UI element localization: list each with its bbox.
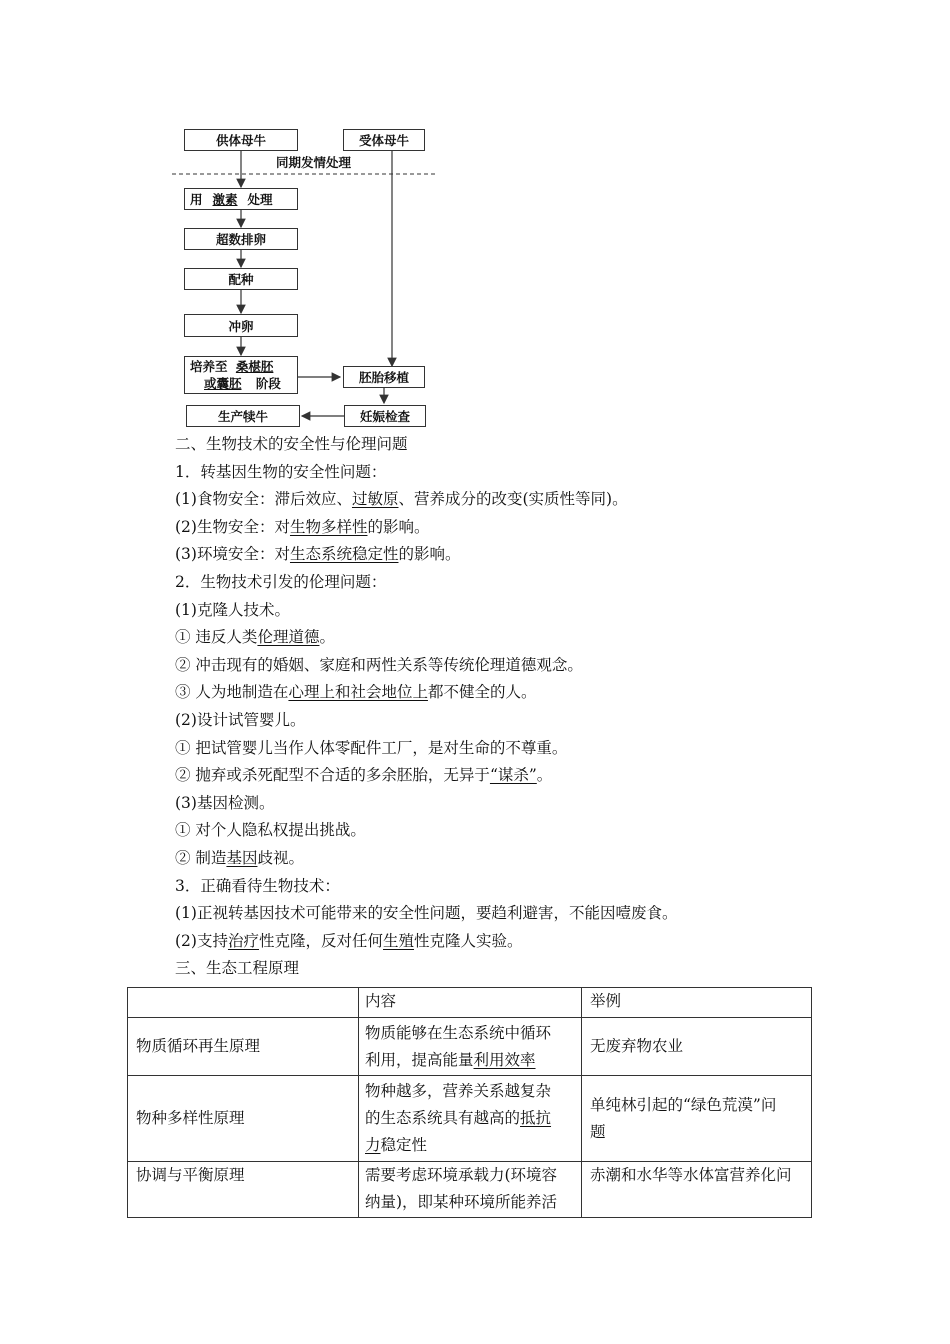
content-line: 纳量)，即某种环境所能养活 <box>365 1193 558 1211</box>
culture-line-2 <box>190 375 281 392</box>
superovulation-box <box>184 228 298 250</box>
hormone-box <box>184 188 298 210</box>
ivf-line-1: ① 把试管婴儿当作人体零配件工厂，是对生命的不尊重。 <box>175 739 568 757</box>
text: ③ 人为地制造在 <box>175 683 289 701</box>
culture-box <box>184 356 298 394</box>
item-2-heading: 2．生物技术引发的伦理问题： <box>175 573 387 591</box>
flowchart-connectors <box>0 0 950 440</box>
underlined-answer: 伦理道德 <box>257 628 320 646</box>
culture-prefix: 培养至 <box>190 359 228 374</box>
pregnancy-check-box <box>344 405 426 427</box>
table-row <box>128 1076 812 1162</box>
text: (1)食物安全：滞后效应、 <box>175 490 352 508</box>
underlined-answer: 生物多样性 <box>289 518 368 536</box>
text: 。 <box>536 766 553 784</box>
culture-blank-1: 桑椹胚 <box>235 359 274 374</box>
hormone-prefix: 用 <box>190 192 203 207</box>
text: 的生态系统具有越高的 <box>365 1109 521 1127</box>
cloning-line: (1)克隆人技术。 <box>175 601 290 619</box>
discrimination-line <box>175 846 304 868</box>
content-line: 需要考虑环境承载力(环境容 <box>365 1166 558 1184</box>
example-line: 题 <box>590 1122 606 1141</box>
underlined-answer: 心理上和社会地位上 <box>288 683 428 701</box>
food-safety-line <box>175 487 628 509</box>
underlined-answer: 抵抗 <box>520 1109 552 1127</box>
item-1-heading: 1．转基因生物的安全性问题： <box>175 463 387 481</box>
text: ② 抛弃或杀死配型不合适的多余胚胎，无异于 <box>175 766 490 784</box>
table-row <box>128 1018 812 1076</box>
underlined-answer: 过敏原 <box>351 490 399 508</box>
example-line: 单纯林引起的“绿色荒漠”问 <box>590 1095 777 1114</box>
text: 性克隆人实验。 <box>414 932 523 950</box>
content-line <box>365 1132 575 1159</box>
text: 歧视。 <box>257 849 304 867</box>
text: (3)环境安全：对 <box>175 545 290 563</box>
text: 的影响。 <box>398 545 461 563</box>
principle-example <box>582 1076 812 1162</box>
content-line <box>365 1047 575 1074</box>
hormone-suffix: 处理 <box>247 192 273 207</box>
text: 稳定性 <box>380 1136 428 1154</box>
underlined-answer: 治疗 <box>227 932 259 950</box>
env-safety-line <box>175 542 461 564</box>
header-cell-content: 内容 <box>359 988 582 1018</box>
culture-blank-2: 或囊胚 <box>204 376 242 391</box>
text: 都不健全的人。 <box>427 683 537 701</box>
calf-birth-label: 生产犊牛 <box>217 409 268 424</box>
principle-name: 协调与平衡原理 <box>128 1162 359 1218</box>
recipient-cow-box <box>343 129 425 151</box>
bio-safety-line <box>175 515 430 537</box>
pregnancy-check-label: 妊娠检查 <box>359 409 410 424</box>
underlined-answer: 生态系统稳定性 <box>289 545 399 563</box>
recipient-cow-label: 受体母牛 <box>358 133 409 148</box>
underlined-answer: 生殖 <box>383 932 415 950</box>
culture-line-1 <box>190 358 277 375</box>
principle-name: 物种多样性原理 <box>128 1076 359 1162</box>
principle-content <box>359 1076 582 1162</box>
donor-cow-box <box>184 129 298 151</box>
principle-content <box>359 1162 582 1218</box>
principle-example: 无废弃物农业 <box>582 1018 812 1076</box>
text: (2)支持 <box>175 932 228 950</box>
embryo-transfer-box <box>343 366 425 388</box>
content-line: 物质能够在生态系统中循环 <box>365 1023 552 1042</box>
item-3-heading: 3．正确看待生物技术： <box>175 877 340 895</box>
header-cell-example: 举例 <box>582 988 812 1018</box>
gene-test-heading: (3)基因检测。 <box>175 794 275 812</box>
mating-label: 配种 <box>228 272 254 287</box>
marriage-line: ② 冲击现有的婚姻、家庭和两性关系等传统伦理道德观念。 <box>175 656 583 674</box>
section-3-heading: 三、生态工程原理 <box>175 959 300 977</box>
underlined-answer: 利用效率 <box>473 1050 536 1069</box>
underlined-answer: 力 <box>365 1136 381 1154</box>
ecology-principles-table <box>127 987 812 1218</box>
table-header-row <box>128 988 812 1018</box>
gm-attitude-line: (1)正视转基因技术可能带来的安全性问题，要趋利避害，不能因噎废食。 <box>175 904 678 922</box>
table-row <box>128 1162 812 1218</box>
underlined-answer: 基因 <box>226 849 258 867</box>
text: 的影响。 <box>367 518 430 536</box>
embryo-transfer-label: 胚胎移植 <box>358 370 409 385</box>
text: 性克隆，反对任何 <box>258 932 383 950</box>
text: 、营养成分的改变(实质性等同)。 <box>398 490 628 508</box>
principle-content <box>359 1018 582 1076</box>
calf-birth-box <box>186 405 300 427</box>
flushing-label: 冲卵 <box>228 318 254 334</box>
ethics-line <box>175 625 335 647</box>
cloning-attitude-line <box>175 929 523 951</box>
content-line <box>365 1105 575 1132</box>
text: ① 违反人类 <box>175 628 258 646</box>
ivf-line-2 <box>175 763 552 785</box>
text: 。 <box>319 628 335 646</box>
mating-box <box>184 268 298 290</box>
embryo-transfer-flowchart <box>0 0 950 440</box>
ivf-heading: (2)设计试管婴儿。 <box>175 711 306 729</box>
principle-example: 赤潮和水华等水体富营养化问 <box>582 1162 812 1218</box>
underlined-answer: “谋杀” <box>489 766 537 784</box>
sync-estrus-label: 同期发情处理 <box>276 155 352 170</box>
header-cell-empty <box>128 988 359 1018</box>
content-line: 物种越多，营养关系越复杂 <box>365 1082 552 1100</box>
culture-suffix: 阶段 <box>255 376 281 391</box>
privacy-line: ① 对个人隐私权提出挑战。 <box>175 821 366 839</box>
flushing-box <box>184 314 298 337</box>
section-2-heading: 二、生物技术的安全性与伦理问题 <box>175 435 408 453</box>
donor-cow-label: 供体母牛 <box>215 133 266 148</box>
superovulation-label: 超数排卵 <box>215 232 266 247</box>
social-status-line <box>175 680 536 702</box>
principle-name: 物质循环再生原理 <box>128 1018 359 1076</box>
text: ② 制造 <box>175 849 227 867</box>
text: 利用，提高能量 <box>365 1050 474 1069</box>
text: (2)生物安全：对 <box>175 518 290 536</box>
hormone-blank: 激素 <box>212 192 238 207</box>
